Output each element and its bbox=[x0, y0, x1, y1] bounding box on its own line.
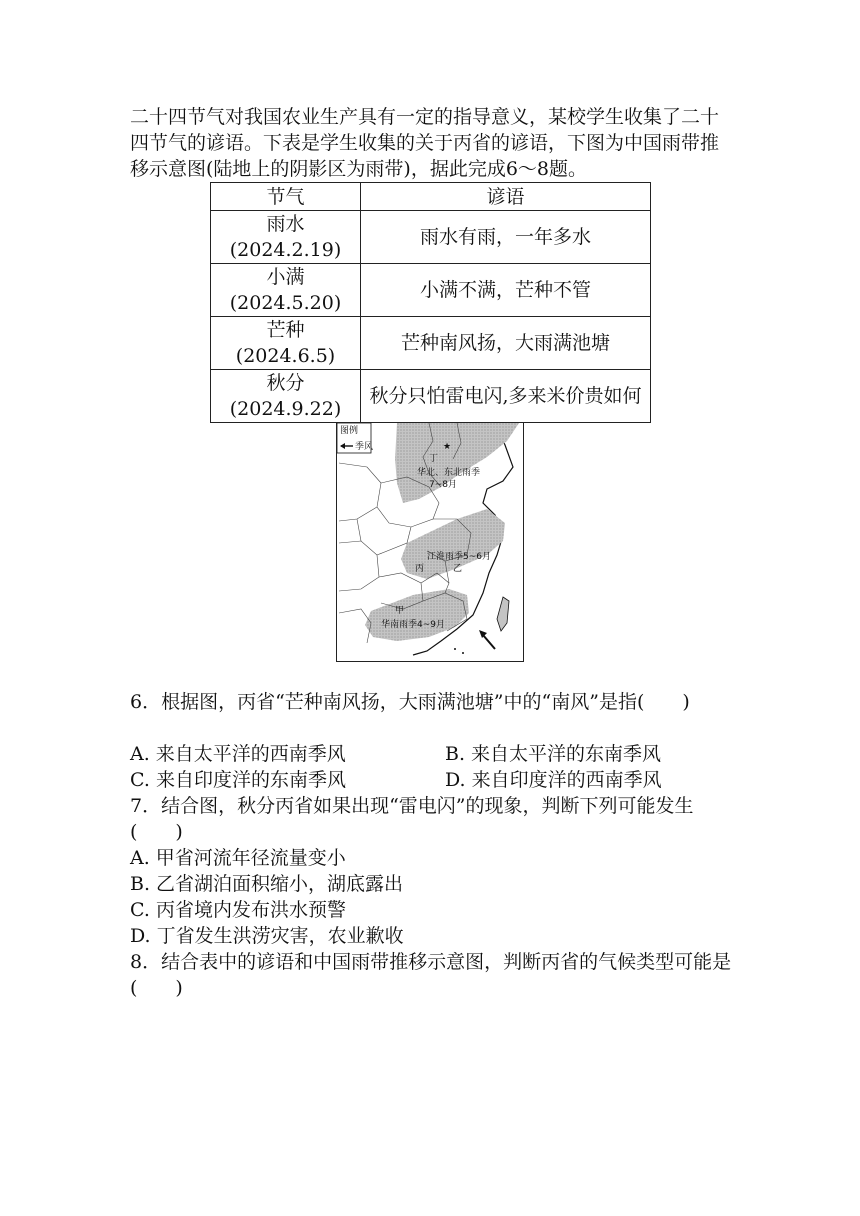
option-d: D. 丁省发生洪涝灾害，农业歉收 bbox=[130, 925, 404, 947]
proverb-cell: 雨水有雨，一年多水 bbox=[361, 211, 651, 264]
label-north-months: 7~8月 bbox=[429, 480, 457, 490]
option-a: A. 甲省河流年径流量变小 bbox=[130, 847, 346, 869]
legend-item: 季风 bbox=[355, 442, 374, 452]
question-6-options-row-2 bbox=[130, 767, 735, 793]
option-d: D. 来自印度洋的西南季风 bbox=[445, 769, 662, 791]
intro-paragraph: 二十四节气对我国农业生产具有一定的指导意义，某校学生收集了二十四节气的谚语。下表是学生收集的关于丙省的谚语，下图为中国雨带推移示意图(陆地上的阴影区为雨带)，据此完成6～8题。 bbox=[130, 106, 720, 180]
proverb-cell: 秋分只怕雷电闪,多来米价贵如何 bbox=[361, 370, 651, 423]
solar-term-cell bbox=[211, 211, 361, 264]
solar-term-date: (2024.2.19) bbox=[229, 239, 342, 261]
solar-term-name: 芒种 bbox=[266, 319, 305, 341]
table-row bbox=[211, 317, 651, 370]
question-6-stem: 6．根据图，丙省“芒种南风扬，大雨满池塘”中的“南风”是指( ) bbox=[130, 691, 690, 713]
table-header-row bbox=[211, 183, 651, 211]
label-jia: 甲 bbox=[395, 606, 405, 616]
option-a: A. 来自太平洋的西南季风 bbox=[130, 743, 346, 765]
option-c: C. 来自印度洋的东南季风 bbox=[130, 769, 346, 791]
solar-term-name: 小满 bbox=[266, 266, 305, 288]
label-jianghuai-rain-season: 江淮雨季5~6月 bbox=[427, 552, 491, 562]
proverb-table bbox=[210, 182, 651, 423]
proverb-cell: 小满不满，芒种不管 bbox=[361, 264, 651, 317]
question-6-options-row-1 bbox=[130, 741, 735, 767]
solar-term-name: 秋分 bbox=[266, 372, 305, 394]
solar-term-name: 雨水 bbox=[266, 213, 305, 235]
label-south-rain-season: 华南雨季4~9月 bbox=[381, 620, 445, 630]
rain-belt-map bbox=[336, 422, 524, 662]
solar-term-date: (2024.6.5) bbox=[235, 345, 336, 367]
rain-belt-map-drawing bbox=[337, 423, 523, 661]
north-rain-belt bbox=[395, 423, 519, 503]
solar-term-cell bbox=[211, 317, 361, 370]
label-ding: 丁 bbox=[429, 454, 439, 464]
solar-term-date: (2024.9.22) bbox=[229, 398, 342, 420]
question-7-stem: 7．结合图，秋分丙省如果出现“雷电闪”的现象，判断下列可能发生( ) bbox=[130, 795, 694, 843]
option-c: C. 丙省境内发布洪水预警 bbox=[130, 899, 346, 921]
header-solar-term: 节气 bbox=[211, 183, 361, 211]
option-b: B. 来自太平洋的东南季风 bbox=[445, 743, 662, 765]
table-row bbox=[211, 211, 651, 264]
question-8-stem: 8．结合表中的谚语和中国雨带推移示意图，判断丙省的气候类型可能是( ) bbox=[130, 951, 732, 999]
solar-term-cell bbox=[211, 370, 361, 423]
header-proverb: 谚语 bbox=[361, 183, 651, 211]
solar-term-date: (2024.5.20) bbox=[229, 292, 342, 314]
legend-title: 图例 bbox=[340, 426, 359, 436]
label-north-rain-season: 华北、东北雨季 bbox=[417, 468, 481, 478]
island-dot bbox=[454, 648, 456, 650]
proverb-cell: 芒种南风扬，大雨满池塘 bbox=[361, 317, 651, 370]
capital-star-icon: ★ bbox=[443, 442, 452, 452]
label-yi: 乙 bbox=[453, 564, 463, 574]
table-row bbox=[211, 264, 651, 317]
label-bing: 丙 bbox=[415, 564, 425, 574]
option-b: B. 乙省湖泊面积缩小，湖底露出 bbox=[130, 873, 404, 895]
table-row bbox=[211, 370, 651, 423]
solar-term-cell bbox=[211, 264, 361, 317]
island-dot bbox=[462, 652, 464, 654]
